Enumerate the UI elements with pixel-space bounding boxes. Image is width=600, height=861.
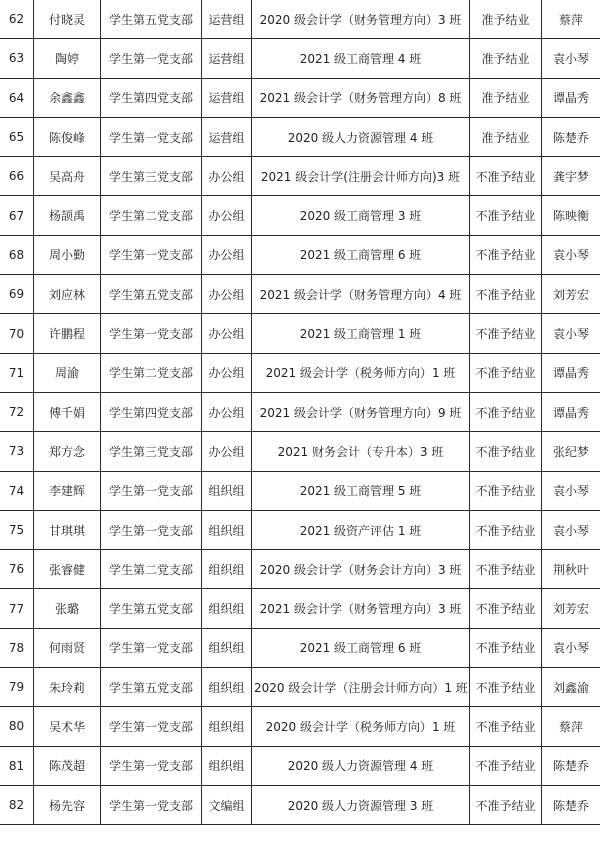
cell-number: 63: [0, 39, 34, 78]
cell-name: 李建辉: [34, 471, 101, 510]
table-row: [0, 471, 600, 510]
cell-group: 组织组: [202, 550, 252, 589]
cell-name: 余鑫鑫: [34, 78, 101, 117]
cell-branch: 学生第五党支部: [101, 0, 202, 39]
cell-number: 62: [0, 0, 34, 39]
cell-name: 杨先容: [34, 785, 101, 824]
cell-group: 组织组: [202, 628, 252, 667]
cell-group: 办公组: [202, 314, 252, 353]
table-row: [0, 392, 600, 431]
cell-result: 不准予结业: [470, 235, 542, 274]
cell-branch: 学生第一党支部: [101, 39, 202, 78]
cell-supervisor: 谭晶秀: [542, 78, 600, 117]
cell-result: 准予结业: [470, 39, 542, 78]
table-row: [0, 353, 600, 392]
cell-name: 何雨贤: [34, 628, 101, 667]
cell-group: 运营组: [202, 78, 252, 117]
cell-group: 办公组: [202, 235, 252, 274]
cell-name: 陈俊峰: [34, 117, 101, 156]
cell-group: 办公组: [202, 353, 252, 392]
table-row: [0, 196, 600, 235]
cell-number: 64: [0, 78, 34, 117]
cell-group: 办公组: [202, 432, 252, 471]
cell-number: 78: [0, 628, 34, 667]
cell-supervisor: 刘鑫渝: [542, 668, 600, 707]
cell-branch: 学生第三党支部: [101, 157, 202, 196]
cell-branch: 学生第一党支部: [101, 785, 202, 824]
cell-class: 2021 财务会计（专升本）3 班: [252, 432, 470, 471]
cell-result: 准予结业: [470, 117, 542, 156]
cell-number: 77: [0, 589, 34, 628]
cell-supervisor: 袁小琴: [542, 510, 600, 549]
cell-class: 2020 级会计学（财务会计方向）3 班: [252, 550, 470, 589]
cell-name: 刘应林: [34, 275, 101, 314]
cell-name: 付晓灵: [34, 0, 101, 39]
cell-name: 吴高舟: [34, 157, 101, 196]
cell-name: 郑方念: [34, 432, 101, 471]
cell-class: 2020 级会计学（税务师方向）1 班: [252, 707, 470, 746]
cell-branch: 学生第四党支部: [101, 78, 202, 117]
cell-class: 2021 级工商管理 4 班: [252, 39, 470, 78]
cell-name: 陈茂超: [34, 746, 101, 785]
cell-number: 82: [0, 785, 34, 824]
cell-branch: 学生第五党支部: [101, 275, 202, 314]
cell-supervisor: 张纪梦: [542, 432, 600, 471]
cell-number: 81: [0, 746, 34, 785]
cell-class: 2020 级人力资源管理 3 班: [252, 785, 470, 824]
table-row: [0, 510, 600, 549]
cell-name: 甘琪琪: [34, 510, 101, 549]
cell-branch: 学生第三党支部: [101, 432, 202, 471]
cell-class: 2021 级工商管理 6 班: [252, 235, 470, 274]
cell-group: 文编组: [202, 785, 252, 824]
cell-result: 不准予结业: [470, 157, 542, 196]
cell-supervisor: 谭晶秀: [542, 392, 600, 431]
cell-result: 不准予结业: [470, 668, 542, 707]
cell-class: 2021 级会计学（财务管理方向）8 班: [252, 78, 470, 117]
table-row: [0, 0, 600, 39]
cell-group: 运营组: [202, 39, 252, 78]
cell-result: 准予结业: [470, 78, 542, 117]
cell-result: 不准予结业: [470, 707, 542, 746]
cell-supervisor: 谭晶秀: [542, 353, 600, 392]
cell-result: 不准予结业: [470, 785, 542, 824]
cell-number: 69: [0, 275, 34, 314]
cell-group: 办公组: [202, 196, 252, 235]
cell-branch: 学生第二党支部: [101, 550, 202, 589]
cell-name: 吴术华: [34, 707, 101, 746]
cell-supervisor: 刘芳宏: [542, 275, 600, 314]
cell-number: 71: [0, 353, 34, 392]
cell-class: 2021 级工商管理 1 班: [252, 314, 470, 353]
cell-number: 66: [0, 157, 34, 196]
cell-result: 不准予结业: [470, 550, 542, 589]
cell-result: 不准予结业: [470, 471, 542, 510]
cell-branch: 学生第四党支部: [101, 392, 202, 431]
cell-branch: 学生第一党支部: [101, 628, 202, 667]
cell-result: 不准予结业: [470, 392, 542, 431]
cell-group: 组织组: [202, 471, 252, 510]
table-row: [0, 628, 600, 667]
table-row: [0, 668, 600, 707]
cell-class: 2020 级工商管理 3 班: [252, 196, 470, 235]
cell-class: 2021 级资产评估 1 班: [252, 510, 470, 549]
cell-branch: 学生第二党支部: [101, 353, 202, 392]
cell-result: 不准予结业: [470, 314, 542, 353]
cell-supervisor: 袁小琴: [542, 235, 600, 274]
cell-supervisor: 陈映衡: [542, 196, 600, 235]
cell-branch: 学生第一党支部: [101, 314, 202, 353]
table-row: [0, 78, 600, 117]
cell-number: 75: [0, 510, 34, 549]
cell-group: 办公组: [202, 392, 252, 431]
table-row: [0, 157, 600, 196]
cell-supervisor: 陈楚乔: [542, 746, 600, 785]
cell-number: 65: [0, 117, 34, 156]
cell-class: 2021 级会计学（财务管理方向）4 班: [252, 275, 470, 314]
cell-supervisor: 蔡萍: [542, 0, 600, 39]
cell-number: 76: [0, 550, 34, 589]
cell-branch: 学生第二党支部: [101, 196, 202, 235]
cell-group: 组织组: [202, 707, 252, 746]
cell-name: 张睿健: [34, 550, 101, 589]
table-row: [0, 235, 600, 274]
cell-supervisor: 袁小琴: [542, 314, 600, 353]
cell-group: 办公组: [202, 275, 252, 314]
cell-supervisor: 刘芳宏: [542, 589, 600, 628]
cell-class: 2021 级会计学（税务师方向）1 班: [252, 353, 470, 392]
cell-supervisor: 袁小琴: [542, 471, 600, 510]
cell-number: 74: [0, 471, 34, 510]
cell-group: 组织组: [202, 746, 252, 785]
cell-group: 办公组: [202, 157, 252, 196]
cell-supervisor: 袁小琴: [542, 39, 600, 78]
cell-class: 2021 级工商管理 5 班: [252, 471, 470, 510]
cell-group: 组织组: [202, 668, 252, 707]
table-row: [0, 117, 600, 156]
cell-branch: 学生第五党支部: [101, 589, 202, 628]
cell-result: 准予结业: [470, 0, 542, 39]
cell-supervisor: 蔡萍: [542, 707, 600, 746]
cell-branch: 学生第五党支部: [101, 668, 202, 707]
cell-result: 不准予结业: [470, 510, 542, 549]
cell-class: 2021 级会计学(注册会计师方向)3 班: [252, 157, 470, 196]
cell-class: 2021 级工商管理 6 班: [252, 628, 470, 667]
cell-supervisor: 袁小琴: [542, 628, 600, 667]
cell-result: 不准予结业: [470, 353, 542, 392]
cell-class: 2021 级会计学（财务管理方向）3 班: [252, 589, 470, 628]
cell-group: 组织组: [202, 510, 252, 549]
cell-branch: 学生第一党支部: [101, 707, 202, 746]
cell-number: 70: [0, 314, 34, 353]
cell-number: 68: [0, 235, 34, 274]
table-row: [0, 707, 600, 746]
cell-supervisor: 荆秋叶: [542, 550, 600, 589]
cell-number: 79: [0, 668, 34, 707]
cell-supervisor: 龚宇梦: [542, 157, 600, 196]
table-row: [0, 275, 600, 314]
cell-name: 朱玲莉: [34, 668, 101, 707]
cell-name: 杨颉禹: [34, 196, 101, 235]
cell-number: 73: [0, 432, 34, 471]
cell-class: 2021 级会计学（财务管理方向）9 班: [252, 392, 470, 431]
cell-group: 运营组: [202, 0, 252, 39]
cell-result: 不准予结业: [470, 196, 542, 235]
cell-result: 不准予结业: [470, 275, 542, 314]
cell-name: 张璐: [34, 589, 101, 628]
cell-name: 周渝: [34, 353, 101, 392]
cell-result: 不准予结业: [470, 746, 542, 785]
cell-number: 80: [0, 707, 34, 746]
cell-result: 不准予结业: [470, 432, 542, 471]
table-row: [0, 785, 600, 824]
cell-name: 周小勤: [34, 235, 101, 274]
cell-result: 不准予结业: [470, 589, 542, 628]
cell-branch: 学生第一党支部: [101, 510, 202, 549]
cell-class: 2020 级会计学（财务管理方向）3 班: [252, 0, 470, 39]
table-row: [0, 550, 600, 589]
cell-class: 2020 级人力资源管理 4 班: [252, 746, 470, 785]
cell-supervisor: 陈楚乔: [542, 785, 600, 824]
cell-supervisor: 陈楚乔: [542, 117, 600, 156]
cell-class: 2020 级人力资源管理 4 班: [252, 117, 470, 156]
cell-branch: 学生第一党支部: [101, 117, 202, 156]
cell-branch: 学生第一党支部: [101, 471, 202, 510]
table-row: [0, 746, 600, 785]
cell-name: 许鹏程: [34, 314, 101, 353]
cell-branch: 学生第一党支部: [101, 746, 202, 785]
cell-name: 傅千娟: [34, 392, 101, 431]
table-row: [0, 314, 600, 353]
cell-group: 组织组: [202, 589, 252, 628]
table-row: [0, 39, 600, 78]
cell-group: 运营组: [202, 117, 252, 156]
cell-class: 2020 级会计学（注册会计师方向）1 班: [252, 668, 470, 707]
cell-branch: 学生第一党支部: [101, 235, 202, 274]
cell-number: 72: [0, 392, 34, 431]
cell-result: 不准予结业: [470, 628, 542, 667]
table-row: [0, 432, 600, 471]
cell-number: 67: [0, 196, 34, 235]
table-row: [0, 589, 600, 628]
cell-name: 陶婷: [34, 39, 101, 78]
